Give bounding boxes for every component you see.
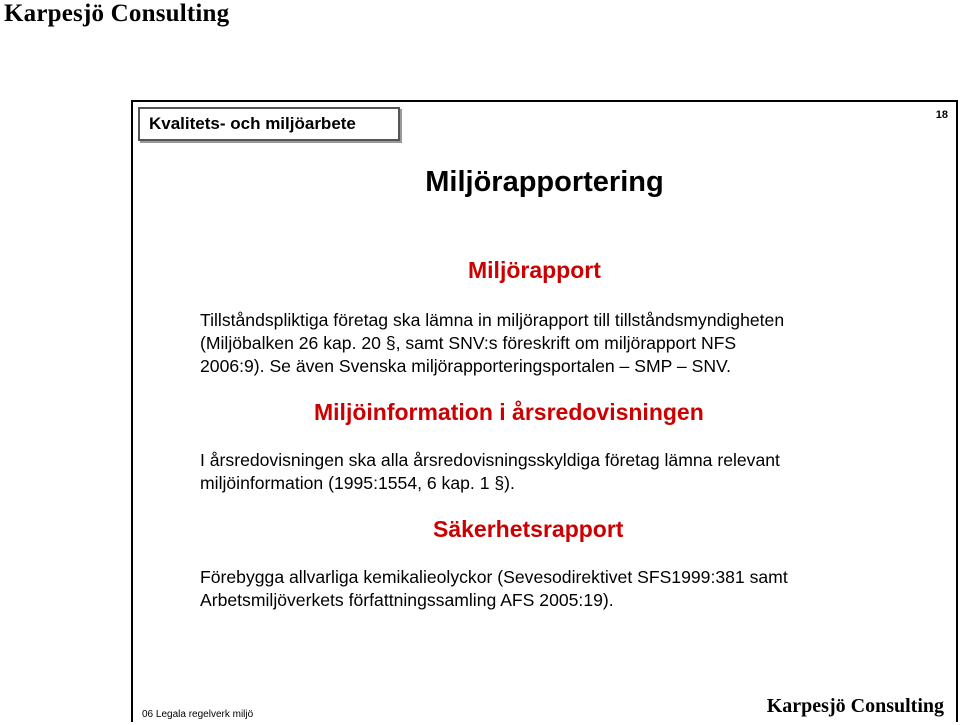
text-line: I årsredovisningen ska alla årsredovisningsskyldiga företag lämna relevant	[200, 450, 780, 470]
text-line: Förebygga allvarliga kemikalieolyckor (Sevesodirektivet SFS1999:381 samt	[200, 567, 788, 587]
paragraph-miljorapport	[200, 309, 784, 378]
slide-title: Miljörapportering	[425, 166, 664, 198]
heading-sakerhetsrapport: Säkerhetsrapport	[433, 516, 624, 542]
slide	[131, 100, 958, 722]
text-line: miljöinformation (1995:1554, 6 kap. 1 §).	[200, 473, 515, 493]
text-line: 2006:9). Se även Svenska miljörapporteringsportalen – SMP – SNV.	[200, 356, 732, 376]
section-label: Kvalitets- och miljöarbete	[149, 114, 356, 133]
page-brand-header: Karpesjö Consulting	[4, 0, 230, 27]
paragraph-miljoinformation	[200, 449, 780, 495]
text-line: Tillståndspliktiga företag ska lämna in miljörapport till tillståndsmyndigheten	[200, 310, 785, 330]
heading-miljoinformation: Miljöinformation i årsredovisningen	[314, 399, 704, 425]
slide-number: 18	[935, 109, 948, 121]
footer-course-label: 06 Legala regelverk miljö	[142, 709, 254, 720]
footer-brand-logo: Karpesjö Consulting	[766, 695, 944, 717]
paragraph-sakerhetsrapport	[200, 566, 788, 612]
section-label-box	[138, 107, 400, 141]
heading-miljorapport: Miljörapport	[468, 257, 601, 283]
text-line: (Miljöbalken 26 kap. 20 §, samt SNV:s föreskrift om miljörapport NFS	[200, 333, 737, 353]
text-line: Arbetsmiljöverkets författningssamling AFS 2005:19).	[200, 590, 614, 610]
